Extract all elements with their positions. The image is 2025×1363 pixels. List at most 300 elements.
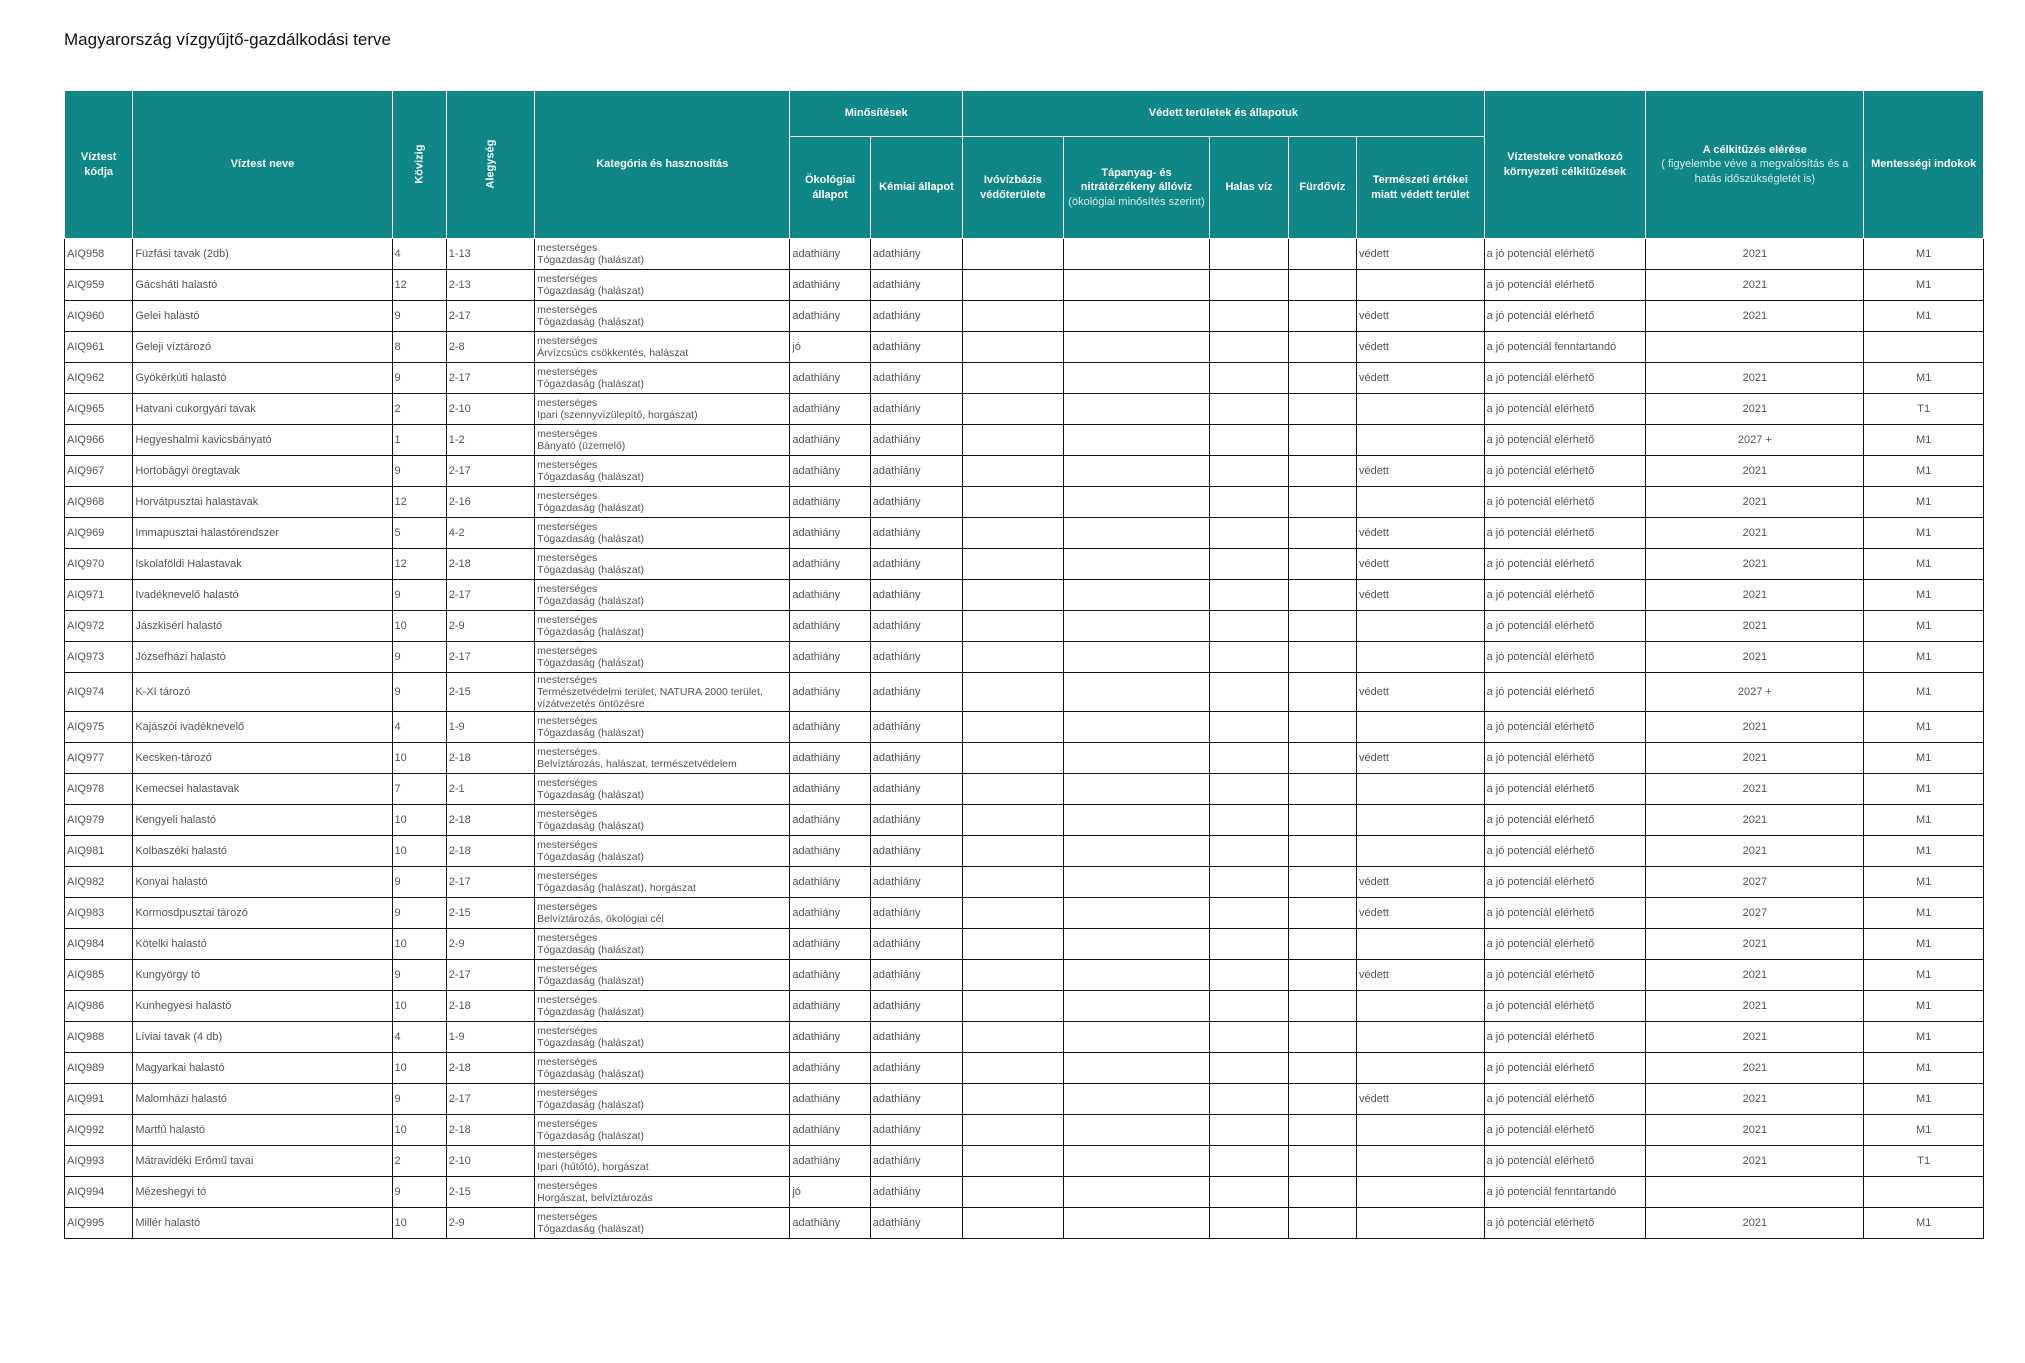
header-eleres-sub: ( figyelembe véve a megvalósítás és a hatás időszükségletét is) [1661,158,1849,185]
category-type: mesterséges [537,303,598,316]
cell-halas [1210,487,1288,518]
cell-kemiai: adathiány [870,456,962,487]
cell-furdoviz [1288,394,1356,425]
cell-kemiai: adathiány [870,1146,962,1177]
cell-furdoviz [1288,1053,1356,1084]
header-okologiai: Ökológiai állapot [790,137,870,239]
category-type: mesterséges [537,365,598,378]
table-row [65,487,1984,518]
category-type: mesterséges [537,272,598,285]
cell-mentesseg: T1 [1864,1146,1984,1177]
cell-tapanyag [1063,805,1210,836]
category-type: mesterséges [537,673,598,686]
cell-okologiai: adathiány [790,673,870,712]
cell-code: AIQ958 [65,239,133,270]
cell-celkituzes: a jó potenciál elérhető [1484,836,1646,867]
cell-celkituzes: a jó potenciál elérhető [1484,1208,1646,1239]
table-row [65,867,1984,898]
table-body [65,239,1984,1239]
table-row [65,712,1984,743]
cell-mentesseg: M1 [1864,898,1984,929]
cell-furdoviz [1288,549,1356,580]
cell-name: Immapusztai halastórendszer [133,518,392,549]
cell-kemiai: adathiány [870,549,962,580]
cell-name: Mátravidéki Erőmű tavai [133,1146,392,1177]
cell-kovizig: 4 [392,1022,446,1053]
cell-termeszeti: védett [1356,239,1484,270]
cell-kemiai: adathiány [870,270,962,301]
cell-tapanyag [1063,642,1210,673]
cell-eleres: 2021 [1646,239,1864,270]
cell-kemiai: adathiány [870,363,962,394]
cell-mentesseg: M1 [1864,1115,1984,1146]
cell-category [535,712,790,743]
cell-ivovizbazis [963,456,1063,487]
cell-eleres: 2027 + [1646,425,1864,456]
cell-termeszeti [1356,991,1484,1022]
cell-halas [1210,1053,1288,1084]
cell-name: Hatvani cukorgyári tavak [133,394,392,425]
table-row [65,1022,1984,1053]
cell-furdoviz [1288,991,1356,1022]
cell-termeszeti: védett [1356,898,1484,929]
cell-mentesseg: M1 [1864,1053,1984,1084]
cell-halas [1210,1084,1288,1115]
cell-termeszeti [1356,929,1484,960]
header-ivovizbazis: Ivóvízbázis védőterülete [963,137,1063,239]
table-row [65,332,1984,363]
cell-name: Martfű halastó [133,1115,392,1146]
cell-code: AIQ989 [65,1053,133,1084]
cell-okologiai: adathiány [790,270,870,301]
cell-name: Mézeshegyi tó [133,1177,392,1208]
cell-tapanyag [1063,991,1210,1022]
cell-eleres: 2021 [1646,1115,1864,1146]
cell-celkituzes: a jó potenciál fenntartandó [1484,1177,1646,1208]
cell-furdoviz [1288,867,1356,898]
cell-halas [1210,1022,1288,1053]
cell-tapanyag [1063,1084,1210,1115]
table-row [65,1177,1984,1208]
cell-code: AIQ988 [65,1022,133,1053]
cell-code: AIQ981 [65,836,133,867]
cell-furdoviz [1288,960,1356,991]
cell-kemiai: adathiány [870,642,962,673]
cell-kovizig: 12 [392,549,446,580]
cell-halas [1210,425,1288,456]
page-title: Magyarország vízgyűjtő-gazdálkodási terve [64,30,391,49]
cell-alegyseg: 2-17 [446,363,534,394]
cell-halas [1210,239,1288,270]
cell-celkituzes: a jó potenciál elérhető [1484,363,1646,394]
cell-kovizig: 10 [392,1115,446,1146]
cell-category [535,1053,790,1084]
cell-mentesseg: M1 [1864,805,1984,836]
cell-kovizig: 9 [392,363,446,394]
cell-celkituzes: a jó potenciál elérhető [1484,991,1646,1022]
cell-tapanyag [1063,929,1210,960]
cell-alegyseg: 2-8 [446,332,534,363]
cell-alegyseg: 4-2 [446,518,534,549]
cell-code: AIQ972 [65,611,133,642]
cell-mentesseg [1864,332,1984,363]
cell-ivovizbazis [963,239,1063,270]
cell-okologiai: adathiány [790,836,870,867]
cell-furdoviz [1288,673,1356,712]
cell-furdoviz [1288,518,1356,549]
cell-halas [1210,743,1288,774]
cell-celkituzes: a jó potenciál elérhető [1484,960,1646,991]
cell-eleres: 2021 [1646,774,1864,805]
cell-celkituzes: a jó potenciál elérhető [1484,394,1646,425]
category-type: mesterséges [537,869,598,882]
cell-category [535,867,790,898]
cell-tapanyag [1063,743,1210,774]
cell-kovizig: 9 [392,1084,446,1115]
cell-okologiai: adathiány [790,456,870,487]
cell-mentesseg: M1 [1864,836,1984,867]
cell-mentesseg: M1 [1864,487,1984,518]
table-row [65,836,1984,867]
cell-termeszeti: védett [1356,518,1484,549]
cell-kovizig: 9 [392,867,446,898]
cell-tapanyag [1063,487,1210,518]
cell-kemiai: adathiány [870,425,962,456]
cell-kemiai: adathiány [870,898,962,929]
category-use: Tógazdaság (halászat) [537,533,644,545]
cell-ivovizbazis [963,991,1063,1022]
cell-kemiai: adathiány [870,712,962,743]
cell-furdoviz [1288,456,1356,487]
cell-mentesseg: M1 [1864,425,1984,456]
cell-ivovizbazis [963,1022,1063,1053]
table-row [65,270,1984,301]
cell-mentesseg: M1 [1864,712,1984,743]
cell-eleres: 2021 [1646,1146,1864,1177]
category-use: Tógazdaság (halászat) [537,851,644,863]
cell-alegyseg: 2-18 [446,991,534,1022]
cell-category [535,1084,790,1115]
cell-eleres [1646,332,1864,363]
cell-halas [1210,611,1288,642]
cell-termeszeti: védett [1356,549,1484,580]
cell-kemiai: adathiány [870,774,962,805]
cell-ivovizbazis [963,929,1063,960]
cell-tapanyag [1063,960,1210,991]
cell-kovizig: 9 [392,580,446,611]
cell-name: Füzfási tavak (2db) [133,239,392,270]
category-use: Tógazdaság (halászat) [537,1223,644,1235]
cell-name: Hortobágyi öregtavak [133,456,392,487]
cell-eleres: 2021 [1646,836,1864,867]
cell-code: AIQ968 [65,487,133,518]
cell-name: Millér halastó [133,1208,392,1239]
cell-mentesseg: M1 [1864,960,1984,991]
cell-termeszeti [1356,611,1484,642]
table-row [65,805,1984,836]
cell-kemiai: adathiány [870,673,962,712]
cell-termeszeti [1356,805,1484,836]
cell-halas [1210,394,1288,425]
cell-celkituzes: a jó potenciál elérhető [1484,425,1646,456]
category-type: mesterséges [537,644,598,657]
cell-mentesseg: M1 [1864,580,1984,611]
cell-alegyseg: 1-9 [446,712,534,743]
cell-okologiai: adathiány [790,301,870,332]
cell-kemiai: adathiány [870,394,962,425]
cell-tapanyag [1063,898,1210,929]
cell-code: AIQ971 [65,580,133,611]
cell-ivovizbazis [963,743,1063,774]
cell-name: Líviai tavak (4 db) [133,1022,392,1053]
cell-category [535,774,790,805]
cell-code: AIQ975 [65,712,133,743]
cell-eleres: 2021 [1646,1208,1864,1239]
cell-category [535,1208,790,1239]
cell-kemiai: adathiány [870,580,962,611]
cell-kovizig: 5 [392,518,446,549]
header-tapanyag [1063,137,1210,239]
cell-kemiai: adathiány [870,929,962,960]
cell-halas [1210,712,1288,743]
cell-alegyseg: 2-18 [446,743,534,774]
cell-category [535,456,790,487]
cell-tapanyag [1063,1146,1210,1177]
cell-okologiai: adathiány [790,1084,870,1115]
cell-kovizig: 9 [392,1177,446,1208]
category-use: Bányató (üzemelő) [537,440,626,452]
cell-halas [1210,960,1288,991]
table-row [65,774,1984,805]
cell-celkituzes: a jó potenciál elérhető [1484,301,1646,332]
cell-kemiai: adathiány [870,1022,962,1053]
cell-halas [1210,805,1288,836]
cell-furdoviz [1288,1208,1356,1239]
cell-halas [1210,580,1288,611]
cell-code: AIQ962 [65,363,133,394]
cell-okologiai: adathiány [790,774,870,805]
cell-halas [1210,363,1288,394]
cell-ivovizbazis [963,487,1063,518]
cell-kovizig: 10 [392,836,446,867]
cell-name: Magyarkai halastó [133,1053,392,1084]
table-row [65,239,1984,270]
cell-termeszeti [1356,1053,1484,1084]
cell-halas [1210,642,1288,673]
header-tapanyag-sub: (ökológiai minősítés szerint) [1068,195,1205,208]
category-type: mesterséges [537,1148,598,1161]
cell-tapanyag [1063,270,1210,301]
cell-ivovizbazis [963,867,1063,898]
cell-kovizig: 10 [392,991,446,1022]
cell-name: Gácsháti halastó [133,270,392,301]
cell-code: AIQ984 [65,929,133,960]
cell-furdoviz [1288,642,1356,673]
table-row [65,673,1984,712]
cell-code: AIQ967 [65,456,133,487]
cell-termeszeti: védett [1356,456,1484,487]
cell-termeszeti [1356,642,1484,673]
category-type: mesterséges [537,962,598,975]
cell-ivovizbazis [963,805,1063,836]
cell-ivovizbazis [963,270,1063,301]
category-use: Tógazdaság (halászat) [537,1006,644,1018]
cell-halas [1210,549,1288,580]
category-type: mesterséges [537,396,598,409]
cell-category [535,301,790,332]
cell-code: AIQ973 [65,642,133,673]
cell-code: AIQ994 [65,1177,133,1208]
table-row [65,394,1984,425]
cell-furdoviz [1288,270,1356,301]
header-kemiai: Kémiai állapot [870,137,962,239]
cell-ivovizbazis [963,1146,1063,1177]
cell-alegyseg: 2-18 [446,549,534,580]
cell-furdoviz [1288,1084,1356,1115]
cell-halas [1210,1115,1288,1146]
cell-ivovizbazis [963,549,1063,580]
cell-celkituzes: a jó potenciál elérhető [1484,1084,1646,1115]
cell-tapanyag [1063,549,1210,580]
cell-kemiai: adathiány [870,836,962,867]
header-termeszeti: Természeti értékei miatt védett terület [1356,137,1484,239]
cell-halas [1210,867,1288,898]
cell-name: Kormosdpusztai tározó [133,898,392,929]
cell-code: AIQ970 [65,549,133,580]
category-type: mesterséges [537,458,598,471]
cell-furdoviz [1288,1177,1356,1208]
cell-kemiai: adathiány [870,1115,962,1146]
cell-tapanyag [1063,611,1210,642]
cell-furdoviz [1288,611,1356,642]
cell-celkituzes: a jó potenciál elérhető [1484,239,1646,270]
cell-kemiai: adathiány [870,867,962,898]
table-row [65,991,1984,1022]
cell-furdoviz [1288,805,1356,836]
cell-okologiai: adathiány [790,867,870,898]
cell-tapanyag [1063,712,1210,743]
cell-celkituzes: a jó potenciál elérhető [1484,611,1646,642]
cell-kovizig: 4 [392,239,446,270]
cell-kovizig: 10 [392,929,446,960]
cell-tapanyag [1063,301,1210,332]
cell-furdoviz [1288,1146,1356,1177]
cell-ivovizbazis [963,301,1063,332]
cell-tapanyag [1063,518,1210,549]
category-use: Tógazdaság (halászat) [537,820,644,832]
header-category: Kategória és hasznosítás [535,91,790,239]
cell-eleres: 2021 [1646,960,1864,991]
cell-alegyseg: 2-9 [446,929,534,960]
cell-eleres: 2021 [1646,301,1864,332]
header-mentessegi: Mentességi indokok [1864,91,1984,239]
cell-mentesseg: M1 [1864,743,1984,774]
cell-kemiai: adathiány [870,611,962,642]
cell-kemiai: adathiány [870,805,962,836]
cell-furdoviz [1288,1022,1356,1053]
category-type: mesterséges [537,427,598,440]
cell-name: Józsefházi halastó [133,642,392,673]
cell-kemiai: adathiány [870,743,962,774]
cell-furdoviz [1288,774,1356,805]
cell-eleres: 2021 [1646,394,1864,425]
cell-celkituzes: a jó potenciál elérhető [1484,805,1646,836]
cell-code: AIQ966 [65,425,133,456]
cell-halas [1210,518,1288,549]
cell-category [535,743,790,774]
cell-name: Ivadéknevelő halastó [133,580,392,611]
cell-kovizig: 10 [392,1053,446,1084]
cell-eleres [1646,1177,1864,1208]
cell-halas [1210,301,1288,332]
cell-eleres: 2021 [1646,518,1864,549]
category-type: mesterséges [537,1024,598,1037]
cell-alegyseg: 2-17 [446,301,534,332]
cell-halas [1210,456,1288,487]
cell-celkituzes: a jó potenciál elérhető [1484,867,1646,898]
cell-mentesseg: M1 [1864,301,1984,332]
cell-ivovizbazis [963,642,1063,673]
cell-category [535,332,790,363]
cell-furdoviz [1288,1115,1356,1146]
cell-ivovizbazis [963,425,1063,456]
category-use: Ipari (hűtőtó), horgászat [537,1161,649,1173]
category-type: mesterséges [537,993,598,1006]
cell-code: AIQ977 [65,743,133,774]
cell-tapanyag [1063,456,1210,487]
table-row [65,743,1984,774]
cell-alegyseg: 2-9 [446,1208,534,1239]
table-row [65,1115,1984,1146]
cell-tapanyag [1063,1115,1210,1146]
header-minositesek: Minősítések [790,91,963,137]
cell-okologiai: adathiány [790,487,870,518]
cell-furdoviz [1288,929,1356,960]
cell-mentesseg: T1 [1864,394,1984,425]
header-tapanyag-title: Tápanyag- és nitrátérzékeny állóvíz [1080,167,1193,194]
cell-alegyseg: 2-18 [446,1053,534,1084]
cell-tapanyag [1063,774,1210,805]
cell-code: AIQ991 [65,1084,133,1115]
cell-eleres: 2021 [1646,456,1864,487]
cell-ivovizbazis [963,1208,1063,1239]
cell-furdoviz [1288,363,1356,394]
cell-kovizig: 1 [392,425,446,456]
cell-code: AIQ995 [65,1208,133,1239]
cell-tapanyag [1063,580,1210,611]
cell-tapanyag [1063,239,1210,270]
cell-category [535,1115,790,1146]
cell-celkituzes: a jó potenciál elérhető [1484,1146,1646,1177]
cell-category [535,580,790,611]
category-type: mesterséges [537,1086,598,1099]
cell-mentesseg: M1 [1864,611,1984,642]
cell-celkituzes: a jó potenciál elérhető [1484,642,1646,673]
table-row [65,580,1984,611]
category-type: mesterséges [537,582,598,595]
cell-kovizig: 9 [392,456,446,487]
cell-furdoviz [1288,301,1356,332]
cell-okologiai: adathiány [790,1208,870,1239]
cell-celkituzes: a jó potenciál elérhető [1484,774,1646,805]
cell-termeszeti [1356,836,1484,867]
header-eleres-title: A célkitűzés elérése [1702,144,1807,157]
cell-alegyseg: 2-17 [446,867,534,898]
cell-alegyseg: 1-2 [446,425,534,456]
cell-kovizig: 2 [392,394,446,425]
cell-tapanyag [1063,1177,1210,1208]
cell-mentesseg: M1 [1864,642,1984,673]
